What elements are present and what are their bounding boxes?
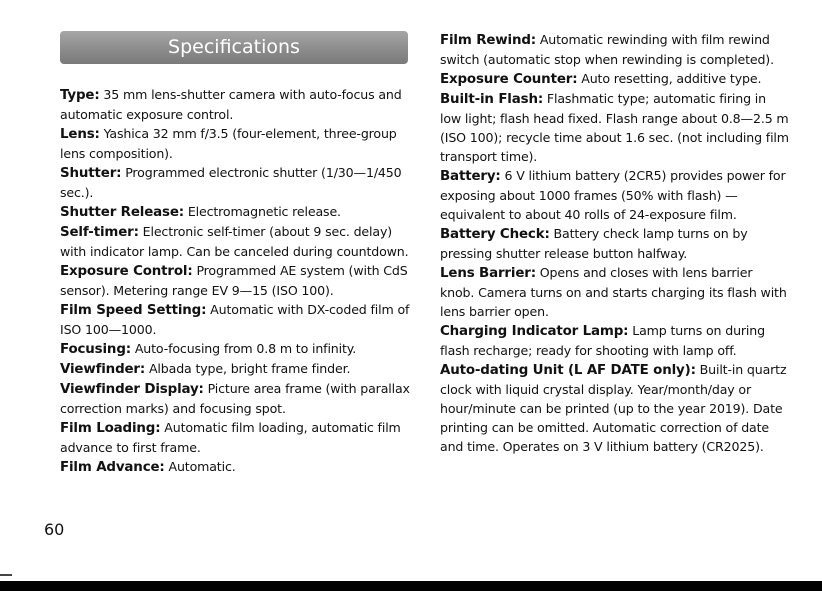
page-number: 60 [44, 520, 65, 539]
spec-shutter: Shutter: Programmed electronic shutter (1/30—1/450 sec.). [60, 165, 402, 200]
spec-battery-check: Battery Check: Battery check lamp turns on by pressing shutter release button halfway. [440, 226, 748, 261]
spec-exposure-counter: Exposure Counter: Auto resetting, additive type. [440, 71, 762, 87]
spec-self-timer: Self-timer: Electronic self-timer (about 9 sec. delay) with indicator lamp. Can be canceled during countdown. [60, 224, 409, 259]
right-column [440, 30, 790, 456]
spec-film-loading: Film Loading: Automatic film loading, automatic film advance to first frame. [60, 420, 401, 455]
spec-type: Type: 35 mm lens-shutter camera with auto-focus and automatic exposure control. [60, 87, 402, 122]
spec-exposure-control: Exposure Control: Programmed AE system (with CdS sensor). Metering range EV 9—15 (ISO 100). [60, 263, 408, 298]
spec-viewfinder-display: Viewfinder Display: Picture area frame (with parallax correction marks) and focusing spot. [60, 381, 410, 416]
spec-charging-indicator-lamp: Charging Indicator Lamp: Lamp turns on during flash recharge; ready for shooting with lamp off. [440, 323, 765, 358]
left-column [60, 85, 412, 477]
spec-battery: Battery: 6 V lithium battery (2CR5) provides power for exposing about 1000 frames (50% with flash) — equivalent to about 40 rolls of 24-exposure film. [440, 168, 786, 222]
scan-bottom-edge [0, 581, 822, 591]
spec-lens: Lens: Yashica 32 mm f/3.5 (four-element, three-group lens composition). [60, 126, 397, 161]
spec-lens-barrier: Lens Barrier: Opens and closes with lens barrier knob. Camera turns on and starts charging its flash with lens barrier open. [440, 265, 787, 319]
spec-auto-dating-unit: Auto-dating Unit (L AF DATE only): Built-in quartz clock with liquid crystal display. Year/month/day or hour/minute can be printed (up to the year 2019). Date printing can be omitted. Automatic correction of date and time. Operates on 3 V lithium battery (CR2025). [440, 362, 787, 454]
section-title-banner [60, 31, 408, 64]
spec-film-advance: Film Advance: Automatic. [60, 459, 236, 475]
spec-shutter-release: Shutter Release: Electromagnetic release. [60, 204, 341, 220]
scan-edge-mark [0, 574, 12, 576]
section-title: Specifications [168, 36, 300, 58]
spec-film-rewind: Film Rewind: Automatic rewinding with film rewind switch (automatic stop when rewinding is completed). [440, 32, 774, 67]
spec-viewfinder: Viewfinder: Albada type, bright frame finder. [60, 361, 351, 377]
spec-film-speed-setting: Film Speed Setting: Automatic with DX-coded film of ISO 100—1000. [60, 302, 410, 337]
spec-built-in-flash: Built-in Flash: Flashmatic type; automatic firing in low light; flash head fixed. Flash range about 0.8—2.5 m (ISO 100); recycle time about 1.6 sec. (not including film transport time). [440, 91, 789, 164]
spec-focusing: Focusing: Auto-focusing from 0.8 m to infinity. [60, 341, 357, 357]
